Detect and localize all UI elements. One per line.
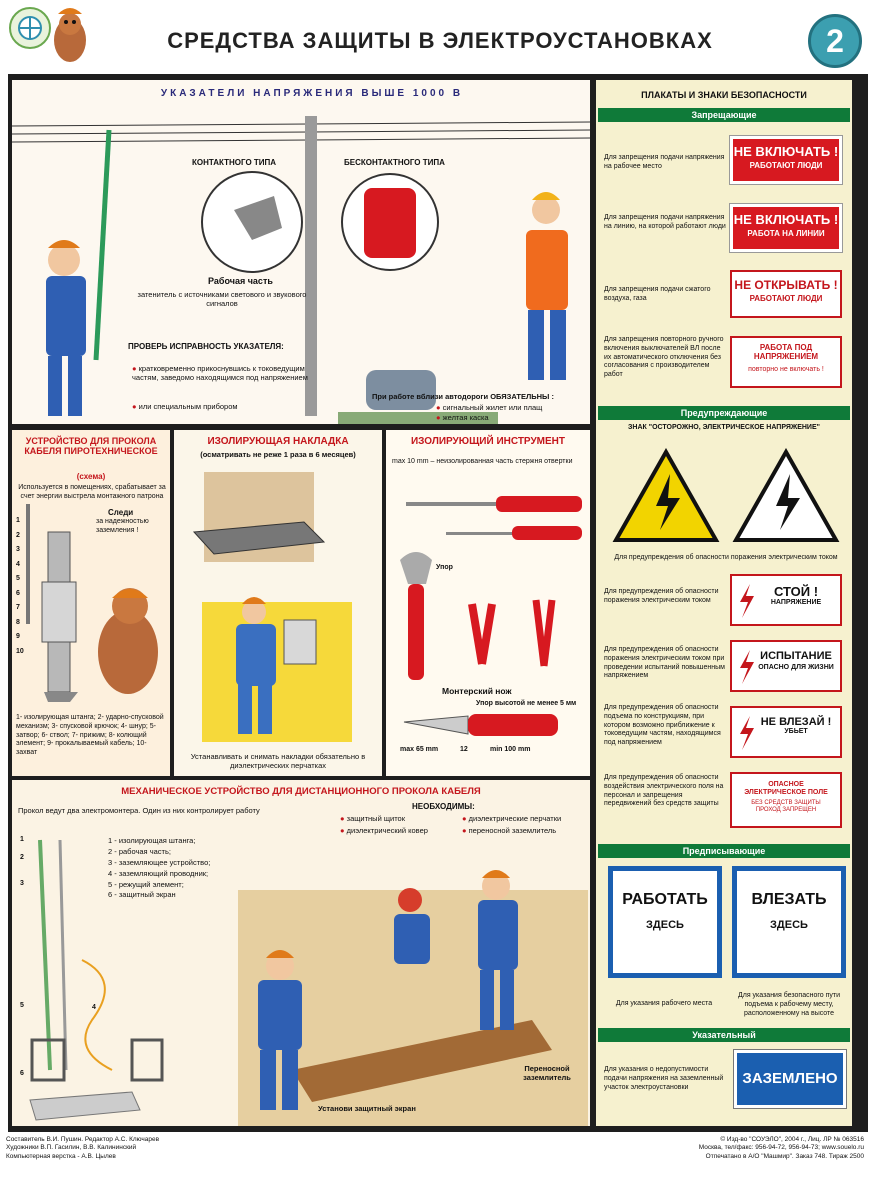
noncontact-type-label: БЕСКОНТАКТНОГО ТИПА [344,158,445,167]
sign-desc: Для указания о недопустимости подачи напряжения на заземленный участок электроустановки [604,1066,724,1091]
stop-label: Упор [436,564,453,571]
contact-type-label: КОНТАКТНОГО ТИПА [192,158,277,167]
mech-number: 3 [20,880,24,887]
header [0,0,878,70]
sign-grounded: ЗАЗЕМЛЕНО [734,1050,846,1108]
mechanical-device-legend: 1 - изолирующая штанга; 2 - рабочая часть; 3 - заземляющее устройство; 4 - заземляющий проводник; 5 - режущий элемент; 6 - защитный экран [108,836,211,900]
sign-desc: Для предупреждения об опасности подъема по конструкциям, при котором возможно приближение к токоведущим частям, находящимся под напряжением [604,704,721,746]
sign-electric-field: ОПАСНОЕ ЭЛЕКТРИЧЕСКОЕ ПОЛЕ БЕЗ СРЕДСТВ ЗАЩИТЫ ПРОХОД ЗАПРЕЩЕН [730,772,842,828]
road-work-title: При работе вблизи автодороги ОБЯЗАТЕЛЬНЫ : [372,392,554,401]
sign-line-work: НЕ ВКЛЮЧАТЬ ! РАБОТА НА ЛИНИИ [730,204,842,252]
cable-piercing-pyro-panel [12,430,170,776]
knife-dim-min: min 100 mm [490,746,531,753]
mechanical-device-title: МЕХАНИЧЕСКОЕ УСТРОЙСТВО ДЛЯ ДИСТАНЦИОННОГО ПРОКОЛА КАБЕЛЯ [121,786,481,797]
sign-live-work: РАБОТА ПОД НАПРЯЖЕНИЕМ повторно не включать ! [730,336,842,388]
insulating-pad-subtitle: (осматривать не реже 1 раза в 6 месяцев) [200,450,356,459]
voltage-indicators-title: УКАЗАТЕЛИ НАПРЯЖЕНИЯ ВЫШЕ 1000 В [160,88,464,99]
mascot-title: Следи [108,508,134,517]
footer [0,1136,878,1179]
sign-desc: Для предупреждения об опасности поражения электрическим током [604,588,719,604]
warning-sign-caption: Для предупреждения об опасности поражения электрическим током [614,554,838,561]
sign-work-here: РАБОТАТЬ ЗДЕСЬ [608,866,722,978]
check-item: ● кратковременно прикоснувшись к токоведущим частям, заведомо находящимся под напряжением [132,364,322,383]
sign-desc: Для запрещения повторного ручного включения выключателей ВЛ после их автоматического отключения без согласования с производителем работ [604,336,724,378]
safety-signs-panel [596,80,852,1126]
high-voltage-warning-icons [610,448,840,548]
knife-dim-max: max 65 mm [400,746,439,753]
cable-device-legend: 1- изолирующая штанга; 2- ударно-спусковой механизм; 3- спусковой крючок; 4- шнур; 5- затвор; 6- ствол; 7- прижим; 8- колющий элемент; 9- прокалываемый кабель; 10- захват [16,714,164,756]
prescribing-bar: Предписывающие [598,844,850,858]
working-part-desc: затенитель с источниками светового и звукового сигналов [137,290,307,309]
mech-number: 6 [20,1070,24,1077]
footer-credits: Составитель В.И. Пушин. Редактор А.С. Ключарев Художники В.П. Гасилин, В.В. Калининский Компьютерная верстка - А.В. Цылев [6,1136,160,1160]
cable-device-title: УСТРОЙСТВО ДЛЯ ПРОКОЛА КАБЕЛЯ ПИРОТЕХНИЧЕСКОЕ [24,436,158,457]
required-item: ● диэлектрические перчатки [462,814,561,823]
required-item: ● диэлектрический ковер [340,826,428,835]
required-item: ● защитный щиток [340,814,405,823]
knife-title: Монтерский нож [442,686,512,696]
ground-caption: Переносной заземлитель [523,1064,571,1083]
sign-do-not-open: НЕ ОТКРЫВАТЬ ! РАБОТАЮТ ЛЮДИ [730,270,842,318]
prohibiting-bar: Запрещающие [598,108,850,122]
page-title: СРЕДСТВА ЗАЩИТЫ В ЭЛЕКТРОУСТАНОВКАХ [167,28,713,53]
cable-device-usage: Используется в помещениях, срабатывает за счет энергии выстрела монтажного патрона [18,484,166,500]
mech-number: 4 [92,1004,96,1011]
sign-do-not-switch-on: НЕ ВКЛЮЧАТЬ ! РАБОТАЮТ ЛЮДИ [730,136,842,184]
knife-dim-12: 12 [460,746,468,753]
check-item: ● или специальным прибором [132,402,322,411]
mech-number: 5 [20,1002,24,1009]
sign-desc: Для предупреждения об опасности воздействия электрического поля на персонал и запрещения передвижений без средств защиты [604,774,724,808]
insulating-pad-caption: Устанавливать и снимать накладки обязательно в диэлектрических перчатках [190,752,366,771]
voltage-indicators-panel [12,80,590,424]
required-item: ● переносной заземлитель [462,826,556,835]
mech-number: 1 [20,836,24,843]
cable-device-subtitle: (схема) [76,472,106,481]
check-indicator-title: ПРОВЕРЬ ИСПРАВНОСТЬ УКАЗАТЕЛЯ: [128,342,284,351]
mechanical-device-intro: Прокол ведут два электромонтера. Один из них контролирует работу [18,806,260,815]
mech-number: 2 [20,854,24,861]
sign-desc: Для запрещения подачи напряжения на рабочее место [604,154,725,170]
lightning-icon [738,650,756,684]
page-number-badge: 2 [808,14,862,68]
publisher-logo [6,4,96,66]
sign-desc: Для указания рабочего места [615,1000,713,1007]
tools-illustration [386,480,590,776]
required-title: НЕОБХОДИМЫ: [412,802,475,811]
road-item: ● желтая каска [436,413,489,422]
insulating-pad-title: ИЗОЛИРУЮЩАЯ НАКЛАДКА [207,436,349,447]
lightning-icon [738,584,756,618]
mechanical-cable-piercing-panel [12,780,590,1126]
sign-stop-voltage: СТОЙ ! НАПРЯЖЕНИЕ [730,574,842,626]
sign-do-not-climb: НЕ ВЛЕЗАЙ ! УБЬЕТ [730,706,842,758]
insulating-tools-title: ИЗОЛИРУЮЩИЙ ИНСТРУМЕНТ [410,436,566,447]
mascot-text: за надежностью заземления ! [96,518,149,534]
sign-testing: ИСПЫТАНИЕ ОПАСНО ДЛЯ ЖИЗНИ [730,640,842,692]
sign-desc: Для указания безопасного пути подъема к рабочему месту, расположенному на высоте [738,992,840,1017]
signs-title: ПЛАКАТЫ И ЗНАКИ БЕЗОПАСНОСТИ [641,90,807,100]
sign-desc: Для предупреждения об опасности поражения электрическим током при проведении испытаний повышенным напряжением [604,646,725,680]
scheme-numbers: 1 2 3 4 5 6 7 8 9 10 [16,517,24,655]
road-item: ● сигнальный жилет или плащ [436,403,542,412]
lightning-icon [738,716,756,750]
sign-climb-here: ВЛЕЗАТЬ ЗДЕСЬ [732,866,846,978]
insulating-pad-illustration [174,462,382,742]
working-part-title: Рабочая часть [208,276,273,286]
insulating-pad-panel [174,430,382,776]
screwdriver-note: max 10 mm – неизолированная часть стержня отвертки [392,458,573,465]
footer-publisher: © Изд-во "СОУЭЛО", 2004 г., Лиц. ЛР № 063516 Москва, тел/факс: 956-94-72, 956-94-73; www.souelo.ru Отпечатано в А/О "Машмир". Заказ 748. Тираж 2500 [698,1136,864,1160]
screen-caption: Установи защитный экран [318,1104,416,1113]
warning-sign-title: ЗНАК "ОСТОРОЖНО, ЭЛЕКТРИЧЕСКОЕ НАПРЯЖЕНИЕ" [628,424,820,431]
knife-stop-note: Упор высотой не менее 5 мм [476,700,577,707]
warning-bar: Предупреждающие [598,406,850,420]
indicating-bar: Указательный [598,1028,850,1042]
mechanical-device-illustration [12,830,590,1126]
sign-desc: Для запрещения подачи сжатого воздуха, газа [604,286,711,302]
insulating-tools-panel [386,430,590,776]
sign-desc: Для запрещения подачи напряжения на линию, на которой работают люди [604,214,726,230]
